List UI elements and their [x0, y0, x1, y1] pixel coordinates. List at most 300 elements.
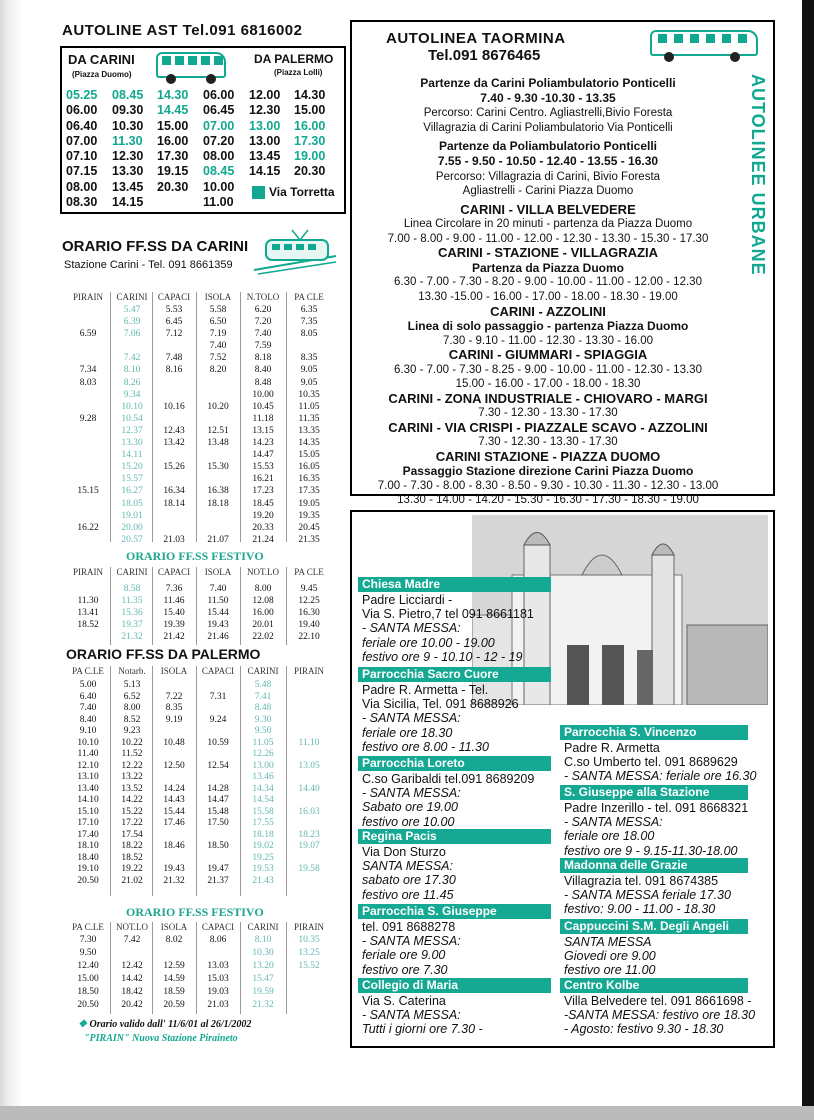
pirain-note: "PIRAIN" Nuova Stazione Piraineto — [84, 1033, 238, 1044]
time-cell: 13.15 — [252, 425, 274, 436]
time-cell: 8.10 — [254, 935, 272, 945]
time-cell — [154, 340, 194, 352]
church-info-line: festivo ore 11.00 — [564, 963, 656, 978]
time-column-3 — [198, 680, 238, 887]
time-cell: 12.42 — [121, 961, 143, 971]
church-info-line: festivo ore 11.45 — [362, 887, 454, 902]
time-cell: 19.07 — [298, 841, 320, 851]
time-cell: 9.34 — [123, 389, 141, 400]
col-header-0: PIRAIN — [72, 567, 103, 577]
taormina-line-2: Percorso: Carini Centro. Agliastrelli,Bivio Foresta — [423, 107, 673, 120]
time-cell: 20.33 — [252, 522, 274, 533]
time-column-1 — [112, 304, 152, 546]
time-column-0 — [68, 934, 108, 1012]
col-header-2: CAPACI — [157, 292, 191, 302]
time-cell — [112, 947, 152, 960]
time-cell: 19.01 — [121, 510, 143, 521]
church-info-line: tel. 091 8688278 — [362, 920, 456, 934]
taormina-line-9: Linea Circolare in 20 minuti - partenza da Piazza Duomo — [403, 218, 693, 231]
time-cell: 14.10 — [77, 795, 99, 805]
col-header-3: ISOLA — [204, 292, 232, 302]
time-cell: 18.50 — [207, 841, 229, 851]
taormina-line-21: CARINI - ZONA INDUSTRIALE - CHIOVARO - MARGI — [388, 390, 708, 406]
ast-palermo-col-2: 12.00 12.30 13.00 13.00 13.45 14.15 — [249, 88, 281, 179]
time-cell: 10.00 — [252, 389, 274, 400]
taormina-line-27: 7.00 - 7.30 - 8.00 - 8.30 - 8.50 - 9.30 - 10.30 - 11.30 - 12.30 - 13.00 — [377, 479, 719, 492]
time-cell: 21.42 — [163, 632, 185, 642]
time-cell: 10.10 — [121, 401, 143, 412]
time-cell: 19.25 — [252, 852, 274, 863]
column-divider — [196, 567, 197, 645]
time-cell — [154, 449, 194, 461]
time-cell: 6.20 — [254, 305, 272, 315]
time-cell: 7.20 — [254, 317, 272, 328]
time-cell: 19.58 — [298, 864, 320, 874]
time-cell — [68, 389, 108, 401]
column-divider — [110, 292, 111, 542]
col-header-5: PA CLE — [294, 292, 324, 302]
time-cell — [68, 437, 108, 449]
col-header-2: ISOLA — [160, 666, 188, 676]
time-cell: 17.10 — [77, 818, 99, 828]
taormina-line-8: CARINI - VILLA BELVEDERE — [460, 201, 636, 217]
train-icon — [252, 226, 338, 278]
taormina-line-12: Partenza da Piazza Duomo — [471, 260, 625, 275]
time-column-0 — [68, 680, 108, 887]
time-cell: 20.59 — [163, 1000, 185, 1010]
train-table-festivo-2 — [66, 922, 334, 1014]
time-cell: 10.22 — [121, 737, 143, 748]
time-cell: 10.35 — [298, 935, 320, 945]
time-cell: 15.15 — [77, 486, 99, 497]
time-cell — [198, 413, 238, 425]
time-column-3 — [198, 304, 238, 546]
ast-carini-col-3: 14.30 14.45 15.00 16.00 17.30 19.15 20.30 — [157, 88, 189, 194]
church-info-line: C.so Umberto tel. 091 8689629 — [564, 755, 738, 770]
time-cell — [198, 947, 238, 960]
time-cell: 21.02 — [121, 875, 143, 886]
time-cell: 14.35 — [298, 438, 320, 449]
time-cell: 7.35 — [300, 317, 318, 328]
time-cell: 6.35 — [300, 305, 318, 315]
time-column-5 — [288, 583, 330, 643]
time-cell: 14.59 — [163, 974, 185, 984]
time-cell: 18.14 — [163, 498, 185, 509]
time-cell: 21.07 — [207, 534, 229, 545]
time-cell: 8.03 — [79, 377, 97, 388]
time-column-3 — [198, 934, 238, 1012]
time-cell: 11.52 — [121, 749, 143, 759]
time-cell — [288, 692, 330, 704]
time-cell: 16.35 — [298, 474, 320, 485]
time-cell — [154, 726, 194, 738]
time-cell: 7.19 — [209, 329, 227, 340]
page-right-rim — [802, 0, 814, 1120]
col-header-5: PA CLE — [294, 567, 324, 577]
column-divider — [286, 292, 287, 542]
church-name-left-4: Parrocchia S. Giuseppe — [358, 904, 551, 919]
taormina-line-23: CARINI - VIA CRISPI - PIAZZALE SCAVO - AZZOLINI — [388, 419, 708, 435]
time-cell — [288, 853, 330, 865]
time-cell: 19.40 — [298, 620, 320, 630]
time-cell: 11.35 — [298, 413, 320, 424]
time-cell: 10.10 — [77, 737, 99, 748]
time-cell: 9.19 — [165, 714, 183, 725]
time-cell: 15.47 — [252, 974, 274, 984]
time-cell — [154, 853, 194, 865]
time-cell: 15.26 — [163, 462, 185, 473]
time-cell — [154, 377, 194, 389]
time-cell: 20.50 — [77, 1000, 99, 1010]
time-cell — [154, 947, 194, 960]
time-cell: 13.03 — [207, 961, 229, 971]
time-cell — [288, 986, 330, 999]
col-header-0: PA C.LE — [72, 922, 104, 932]
time-cell: 7.12 — [165, 329, 183, 340]
time-cell: 21.46 — [207, 632, 229, 642]
time-cell: 20.50 — [77, 875, 99, 886]
time-cell: 20.57 — [121, 534, 143, 545]
time-cell: 21.37 — [207, 875, 229, 886]
time-cell: 20.42 — [121, 1000, 143, 1010]
church-info-line: Padre R. Armetta — [564, 741, 660, 755]
time-cell — [68, 498, 108, 510]
column-divider — [152, 292, 153, 542]
time-cell: 21.32 — [252, 1000, 274, 1010]
time-cell — [68, 425, 108, 437]
time-cell — [154, 473, 194, 485]
page-left-edge — [0, 0, 46, 1120]
time-column-2 — [154, 583, 194, 643]
church-info-line: - SANTA MESSA: feriale ore 16.30 — [564, 769, 757, 784]
time-cell: 20.01 — [252, 620, 274, 630]
church-info-line: Via Sicilia, Tel. 091 8688926 — [362, 697, 519, 712]
time-cell: 16.34 — [163, 486, 185, 497]
time-cell — [198, 473, 238, 485]
time-cell — [198, 853, 238, 865]
col-header-5: PIRAIN — [293, 922, 324, 932]
time-cell: 8.48 — [254, 703, 272, 713]
time-cell: 11.05 — [298, 401, 320, 412]
church-info-line: sabato ore 17.30 — [362, 873, 456, 888]
time-cell: 14.47 — [252, 450, 274, 461]
column-divider — [196, 666, 197, 896]
time-cell: 12.59 — [163, 961, 185, 971]
time-cell: 19.20 — [252, 510, 274, 521]
taormina-line-5: 7.55 - 9.50 - 10.50 - 12.40 - 13.55 - 16.30 — [437, 154, 659, 168]
time-cell: 10.59 — [207, 737, 229, 748]
ast-from-palermo-sub: (Piazza Lolli) — [274, 68, 323, 77]
time-cell: 16.30 — [298, 608, 320, 618]
taormina-line-4: Partenze da Poliambulatorio Ponticelli — [438, 139, 658, 154]
time-cell: 13.05 — [298, 760, 320, 771]
time-cell: 11.40 — [77, 749, 99, 759]
column-divider — [240, 292, 241, 542]
time-cell: 6.45 — [165, 317, 183, 328]
time-column-4 — [242, 304, 284, 546]
time-cell: 9.30 — [254, 714, 272, 725]
time-cell — [198, 680, 238, 692]
time-column-2 — [154, 934, 194, 1012]
time-cell — [288, 680, 330, 692]
column-divider — [152, 922, 153, 1014]
church-info-line: - SANTA MESSA: — [362, 621, 461, 636]
time-cell: 16.22 — [77, 522, 99, 533]
col-header-3: CAPACI — [201, 922, 235, 932]
church-info-line: Tutti i giorni ore 7.30 - — [362, 1022, 483, 1037]
church-info-line: Via S. Caterina — [362, 994, 446, 1008]
train-table-carini — [66, 292, 334, 545]
taormina-line-6: Percorso: Villagrazia di Carini, Bivio Foresta — [435, 170, 661, 183]
time-cell — [198, 749, 238, 761]
col-header-1: CARINI — [116, 292, 148, 302]
time-cell: 11.05 — [252, 737, 274, 748]
time-cell: 15.03 — [207, 974, 229, 984]
time-cell — [68, 316, 108, 328]
ast-from-carini-sub: (Piazza Duomo) — [72, 70, 132, 79]
ast-palermo-col-3: 14.30 15.00 16.00 17.30 19.00 20.30 — [294, 88, 326, 179]
time-cell: 13.30 — [121, 438, 143, 449]
validity-note: ❖ Orario valido dall' 11/6/01 al 26/1/2002 — [78, 1019, 252, 1030]
time-cell: 10.48 — [163, 737, 185, 748]
time-cell — [288, 726, 330, 738]
time-cell: 17.35 — [298, 486, 320, 497]
time-cell: 11.50 — [207, 596, 229, 606]
church-info-line: feriale ore 10.00 - 19.00 — [362, 635, 495, 650]
time-cell: 8.52 — [123, 714, 141, 725]
church-info-line: - SANTA MESSA: — [362, 786, 461, 801]
ast-carini-col-2: 08.45 09.30 10.30 11.30 12.30 13.30 13.45 14.15 — [112, 88, 144, 210]
time-cell — [154, 510, 194, 522]
time-cell: 10.16 — [163, 401, 185, 412]
time-cell: 12.10 — [77, 760, 99, 771]
time-cell: 14.47 — [207, 795, 229, 805]
time-cell — [68, 352, 108, 364]
bus-icon — [650, 28, 758, 62]
time-cell: 7.52 — [209, 353, 227, 364]
time-cell: 7.41 — [254, 691, 272, 702]
time-cell: 8.02 — [165, 935, 183, 945]
time-column-5 — [288, 934, 330, 1012]
time-cell: 19.22 — [121, 864, 143, 874]
time-cell: 16.00 — [252, 608, 274, 618]
time-cell — [68, 401, 108, 413]
time-cell: 21.32 — [163, 875, 185, 886]
time-cell — [154, 772, 194, 784]
church-info-line: - SANTA MESSA: — [564, 815, 663, 830]
col-header-0: PA C.LE — [72, 666, 104, 676]
festivo-title-2: ORARIO FF.SS FESTIVO — [126, 905, 264, 919]
time-cell: 14.11 — [121, 450, 143, 461]
time-cell: 19.43 — [207, 620, 229, 630]
time-cell: 18.23 — [298, 829, 320, 840]
time-cell: 12.40 — [77, 961, 99, 971]
time-cell: 18.46 — [163, 841, 185, 851]
train-table-festivo-1 — [66, 567, 334, 645]
ast-carini-col-1: 05.25 06.00 06.40 07.00 07.10 07.15 08.00 08.30 — [66, 88, 98, 210]
time-cell: 9.24 — [209, 714, 227, 725]
time-cell — [68, 631, 108, 643]
time-cell: 9.50 — [254, 726, 272, 736]
time-cell: 21.03 — [207, 1000, 229, 1010]
train-station: Stazione Carini - Tel. 091 8661359 — [64, 259, 233, 271]
time-cell: 13.46 — [252, 772, 274, 782]
time-column-4 — [242, 583, 284, 643]
time-cell — [68, 534, 108, 546]
time-cell: 15.53 — [252, 462, 274, 473]
col-header-4: N.TOLO — [246, 292, 280, 302]
church-name-right-2: Madonna delle Grazie — [560, 858, 748, 873]
church-name-right-3: Cappuccini S.M. Degli Angeli — [560, 919, 748, 934]
time-cell: 17.23 — [252, 486, 274, 497]
time-cell: 17.50 — [207, 818, 229, 828]
time-cell: 8.05 — [300, 329, 318, 340]
time-cell: 18.59 — [163, 987, 185, 997]
column-divider — [110, 567, 111, 645]
time-cell: 13.22 — [121, 772, 143, 782]
time-cell — [198, 449, 238, 461]
time-cell: 6.39 — [123, 317, 141, 328]
church-info-line: feriale ore 18.00 — [564, 829, 655, 844]
time-cell: 13.40 — [77, 783, 99, 794]
time-cell — [198, 703, 238, 715]
time-cell: 19.59 — [252, 987, 274, 997]
col-header-1: NOT.LO — [115, 922, 149, 932]
time-cell — [198, 510, 238, 522]
time-cell: 8.48 — [254, 377, 272, 388]
church-info-line: Villagrazia tel. 091 8674385 — [564, 874, 719, 888]
taormina-line-11: CARINI - STAZIONE - VILLAGRAZIA — [437, 245, 659, 261]
time-cell: 22.02 — [252, 632, 274, 642]
time-cell — [198, 389, 238, 401]
time-cell: 7.42 — [123, 353, 141, 364]
time-cell: 8.35 — [300, 353, 318, 364]
time-cell: 15.58 — [252, 806, 274, 817]
time-cell: 7.40 — [79, 703, 97, 713]
time-cell: 14.22 — [121, 795, 143, 805]
taormina-line-22: 7.30 - 12.30 - 13.30 - 17.30 — [478, 407, 618, 420]
time-cell: 7.34 — [79, 365, 97, 376]
time-cell: 15.05 — [298, 450, 320, 461]
time-cell: 6.52 — [123, 691, 141, 702]
time-cell: 18.05 — [121, 498, 143, 509]
column-divider — [196, 292, 197, 542]
time-cell — [288, 340, 330, 352]
time-cell: 10.45 — [252, 401, 274, 412]
time-cell: 9.05 — [300, 377, 318, 388]
time-cell — [68, 461, 108, 473]
time-cell: 19.43 — [163, 864, 185, 874]
time-cell: 5.00 — [79, 680, 97, 690]
church-info-line: - SANTA MESSA: — [362, 934, 461, 949]
church-info-line: feriale ore 18.30 — [362, 725, 453, 740]
time-cell: 14.54 — [252, 795, 274, 805]
time-cell: 18.18 — [207, 498, 229, 509]
taormina-line-7: Agliastrelli - Carini Piazza Duomo — [462, 185, 634, 198]
taormina-line-1: 7.40 - 9.30 -10.30 - 13.35 — [480, 90, 616, 105]
time-cell: 19.02 — [252, 841, 274, 851]
column-divider — [286, 922, 287, 1014]
taormina-line-17: 7.30 - 9.10 - 11.00 - 12.30 - 13.30 - 16.00 — [442, 334, 654, 347]
time-cell: 12.50 — [163, 760, 185, 771]
time-cell: 19.47 — [207, 864, 229, 874]
church-info-line: Sabato ore 19.00 — [362, 800, 458, 815]
time-cell — [68, 510, 108, 522]
col-header-0: PIRAIN — [72, 292, 103, 302]
time-cell: 10.30 — [252, 948, 274, 958]
time-cell — [68, 304, 108, 316]
time-cell: 18.42 — [121, 987, 143, 997]
taormina-tel: Tel.091 8676465 — [428, 47, 541, 64]
time-cell: 15.48 — [207, 806, 229, 817]
church-info-line: festivo ore 9 - 10.10 - 12 - 19 — [362, 649, 523, 664]
column-divider — [110, 666, 111, 896]
church-info-line: -SANTA MESSA: festivo ore 18.30 — [564, 1008, 756, 1023]
time-cell: 15.00 — [77, 974, 99, 984]
church-info-line: feriale ore 9.00 — [362, 948, 446, 963]
ast-from-palermo: DA PALERMO — [254, 52, 334, 66]
time-cell — [68, 546, 108, 558]
ast-from-carini: DA CARINI — [68, 52, 135, 67]
time-cell: 9.50 — [79, 948, 97, 958]
taormina-line-13: 6.30 - 7.00 - 7.30 - 8.20 - 9.00 - 10.00 - 11.00 - 12.00 - 12.30 — [394, 276, 702, 289]
taormina-line-0: Partenze da Carini Poliambulatorio Ponticelli — [420, 76, 676, 90]
time-cell: 7.40 — [209, 584, 227, 594]
time-cell: 8.06 — [209, 935, 227, 945]
taormina-line-24: 7.30 - 12.30 - 13.30 - 17.30 — [478, 436, 618, 449]
time-column-0 — [68, 583, 108, 643]
time-cell — [198, 377, 238, 389]
time-cell: 18.10 — [77, 841, 99, 851]
time-cell: 5.13 — [123, 680, 141, 690]
taormina-lines — [352, 76, 744, 507]
taormina-line-19: 6.30 - 7.00 - 7.30 - 8.25 - 9.00 - 10.00 - 11.00 - 12.30 - 13.30 — [394, 363, 702, 376]
time-cell: 19.39 — [163, 620, 185, 630]
time-cell: 15.44 — [207, 608, 229, 618]
time-cell: 7.31 — [209, 691, 227, 702]
time-cell: 8.00 — [123, 703, 141, 713]
time-cell: 15.52 — [298, 961, 320, 971]
time-cell — [288, 795, 330, 807]
train-title: ORARIO FF.SS DA CARINI — [62, 238, 249, 255]
time-cell: 18.22 — [121, 841, 143, 851]
time-cell: 19.53 — [252, 864, 274, 874]
time-cell: 13.52 — [121, 783, 143, 794]
time-cell: 8.40 — [254, 365, 272, 376]
time-cell: 12.43 — [163, 425, 185, 436]
time-cell: 19.35 — [298, 510, 320, 521]
time-cell: 18.45 — [252, 498, 274, 509]
time-cell: 21.03 — [163, 534, 185, 545]
time-cell: 19.37 — [121, 620, 143, 630]
time-cell: 8.40 — [79, 714, 97, 725]
time-cell: 21.24 — [252, 534, 274, 545]
time-cell — [154, 389, 194, 401]
church-info-line: Giovedi ore 9.00 — [564, 949, 656, 964]
taormina-line-3: Villagrazia di Carini Poliambulatorio Via Ponticelli — [423, 121, 673, 134]
column-divider — [240, 567, 241, 645]
time-cell — [68, 340, 108, 352]
church-info-line: Via Don Sturzo — [362, 845, 446, 859]
church-name-left-2: Parrocchia Loreto — [358, 756, 551, 771]
time-cell: 13.48 — [207, 438, 229, 449]
time-cell: 13.10 — [77, 772, 99, 782]
time-cell: 8.16 — [165, 365, 183, 376]
time-cell: 14.34 — [252, 783, 274, 794]
time-cell: 10.20 — [207, 401, 229, 412]
time-cell: 5.53 — [165, 305, 183, 315]
time-cell: 7.40 — [254, 329, 272, 340]
